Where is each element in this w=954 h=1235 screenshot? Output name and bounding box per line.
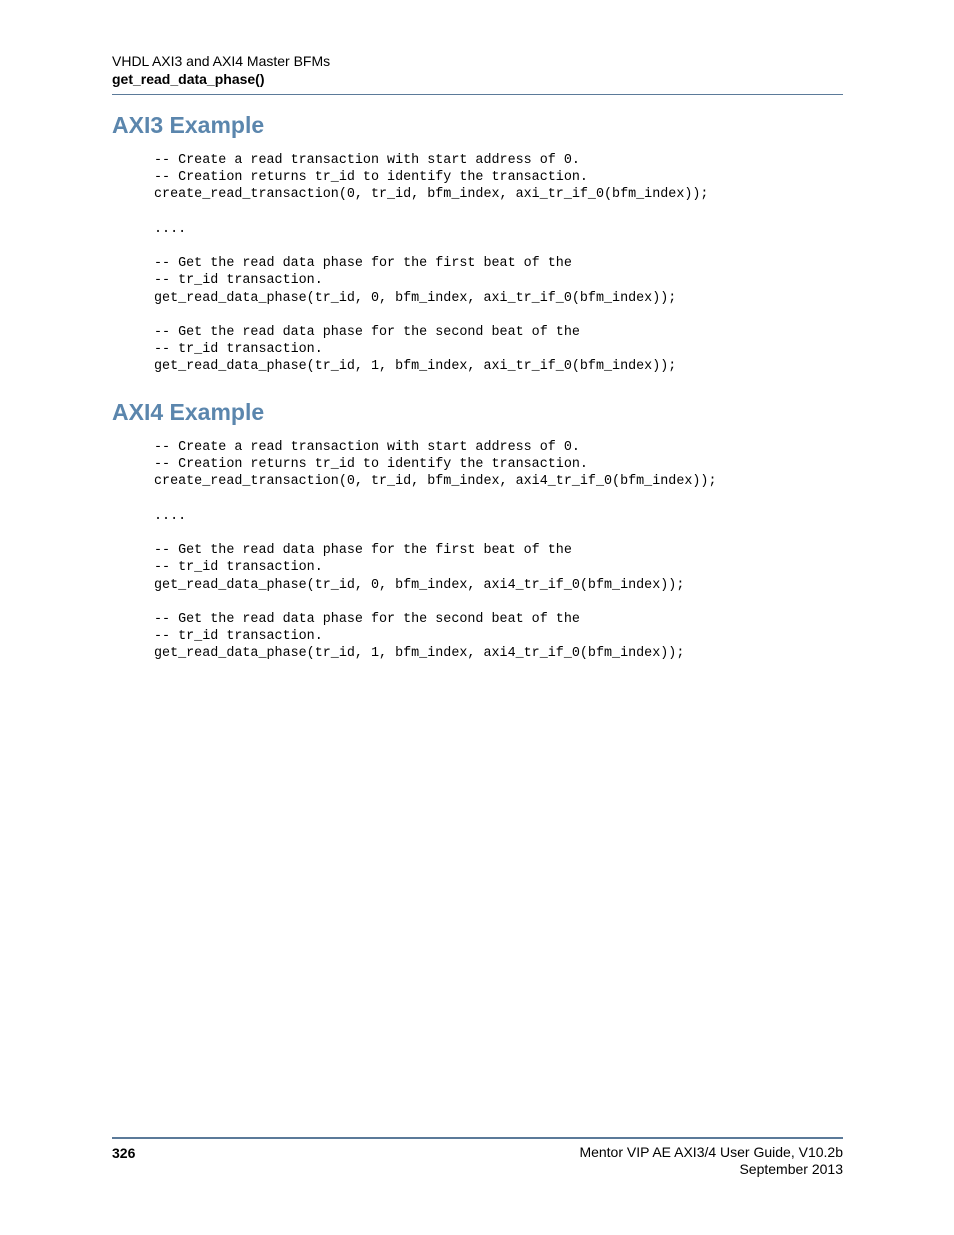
code-block-axi3: -- Create a read transaction with start address of 0. -- Creation returns tr_id to identify the transaction. create_read_transaction(0, tr_id, bfm_index, axi_tr_if_0(bfm_index)); .... -- Get the read data phase for the first beat of the -- tr_id transaction. get_read_data_phase(tr_id, 0, bfm_index, axi_tr_if_0(bfm_index)); -- Get the read data phase for the second beat of the -- tr_id transaction. get_read_data_phase(tr_id, 1, bfm_index, axi_tr_if_0(bfm_index)); <box>154 153 709 375</box>
page-number: 326 <box>112 1145 136 1161</box>
footer-info <box>579 1144 843 1178</box>
publication-date: September 2013 <box>739 1161 843 1177</box>
guide-title: Mentor VIP AE AXI3/4 User Guide, V10.2b <box>579 1144 843 1160</box>
section-heading-axi4: AXI4 Example <box>112 399 265 425</box>
header-subtitle: get_read_data_phase() <box>112 71 265 87</box>
running-header <box>112 52 843 88</box>
header-title: VHDL AXI3 and AXI4 Master BFMs <box>112 53 331 69</box>
code-block-axi4: -- Create a read transaction with start address of 0. -- Creation returns tr_id to identify the transaction. create_read_transaction(0, tr_id, bfm_index, axi4_tr_if_0(bfm_index)); .... -- Get the read data phase for the first beat of the -- tr_id transaction. get_read_data_phase(tr_id, 0, bfm_index, axi4_tr_if_0(bfm_index)); -- Get the read data phase for the second beat of the -- tr_id transaction. get_read_data_phase(tr_id, 1, bfm_index, axi4_tr_if_0(bfm_index)); <box>154 440 717 662</box>
header-divider <box>112 94 843 95</box>
footer-divider <box>112 1137 843 1139</box>
section-heading-axi3: AXI3 Example <box>112 112 265 138</box>
